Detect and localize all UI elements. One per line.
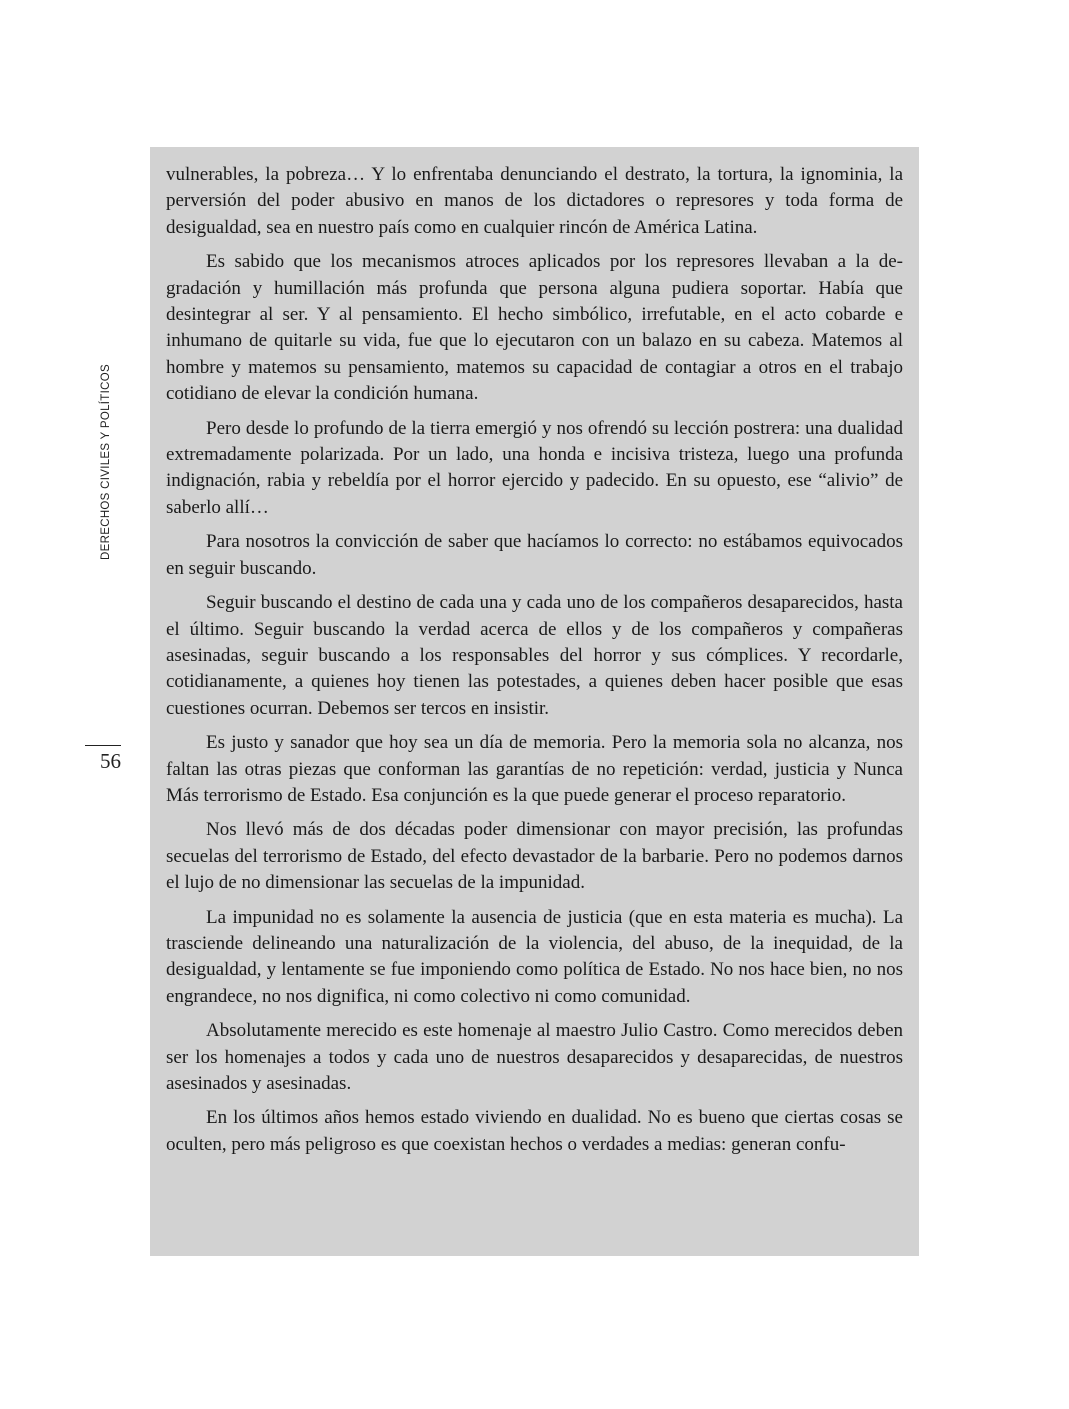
- paragraph: Es sabido que los mecanismos atroces aplicados por los represores llevaban a la degradación y humillación más profunda que persona alguna pudiera soportar. Había que desintegrar al ser. Y al pensamiento. El hecho simbólico, irrefutable, en el acto cobarde e inhumano de quitarle su vida, fue que lo ejecutaron con un balazo en su cabeza. Matemos al hombre y matemos su pensamiento, matemos su capacidad de contagiar a otros en el trabajo cotidiano de elevar la condición humana.: [166, 251, 903, 405]
- page-number-rule: [85, 745, 121, 746]
- paragraph: En los últimos años hemos estado viviendo en dualidad. No es bueno que ciertas cosas se oculten, pero más peligroso es que coexistan hechos o verdades a medias: generan confu-: [166, 1107, 903, 1155]
- body-text: [166, 162, 903, 1166]
- paragraph: Seguir buscando el destino de cada una y cada uno de los compañeros desaparecidos, hasta el último. Seguir buscando la verdad acerca de ellos y de los compañeros y compañeras asesinadas, seguir buscando a los responsables del horror y sus cómplices. Y recordarle, cotidianamente, a quienes hoy tienen las potestades, a quienes deben hacer posible que esas cuestiones ocurran. Debemos ser tercos en insistir.: [166, 592, 903, 719]
- paragraph: Nos llevó más de dos décadas poder dimensionar con mayor precisión, las profundas secuelas del terrorismo de Estado, del efecto devastador de la barbarie. Pero no podemos darnos el lujo de no dimensionar las secuelas de la impunidad.: [166, 819, 903, 894]
- paragraph: Absolutamente merecido es este homenaje al maestro Julio Castro. Como merecidos deben ser los homenajes a todos y cada uno de nuestros desaparecidos y desaparecidas, de nuestros asesinados y asesinadas.: [166, 1020, 903, 1094]
- running-section-label: DERECHOS CIVILES Y POLÍTICOS: [100, 364, 112, 560]
- paragraph: Para nosotros la convicción de saber que hacíamos lo correcto: no estábamos equivocados en seguir buscando.: [166, 531, 903, 579]
- paragraph: Es justo y sanador que hoy sea un día de memoria. Pero la memoria sola no alcanza, nos faltan las otras piezas que conforman las garantías de no repetición: verdad, justicia y Nunca Más terrorismo de Estado. Esa conjunción es la que puede generar el proceso reparatorio.: [166, 732, 903, 806]
- page-number: 56: [100, 749, 121, 773]
- paragraph: Pero desde lo profundo de la tierra emergió y nos ofrendó su lección postrera: una dualidad extremadamente polarizada. Por un lado, una honda e incisiva tristeza, luego una profunda indignación, rabia y rebeldía por el horror ejercido y padecido. En su opuesto, ese “alivio” de saberlo allí…: [166, 417, 903, 518]
- paragraph: vulnerables, la pobreza… Y lo enfrentaba denunciando el destrato, la tortura, la ignominia, la perversión del poder abusivo en manos de los dictadores o represores y toda forma de desigualdad, sea en nuestro país como en cualquier rincón de América Latina.: [166, 164, 903, 238]
- paragraph: La impunidad no es solamente la ausencia de justicia (que en esta materia es mucha). La trasciende delineando una naturalización de la violencia, del abuso, de la inequidad, de la desigualdad, y lentamente se fue imponiendo como política de Estado. No nos hace bien, no nos engrandece, no nos dignifica, ni como colectivo ni como comunidad.: [166, 906, 903, 1007]
